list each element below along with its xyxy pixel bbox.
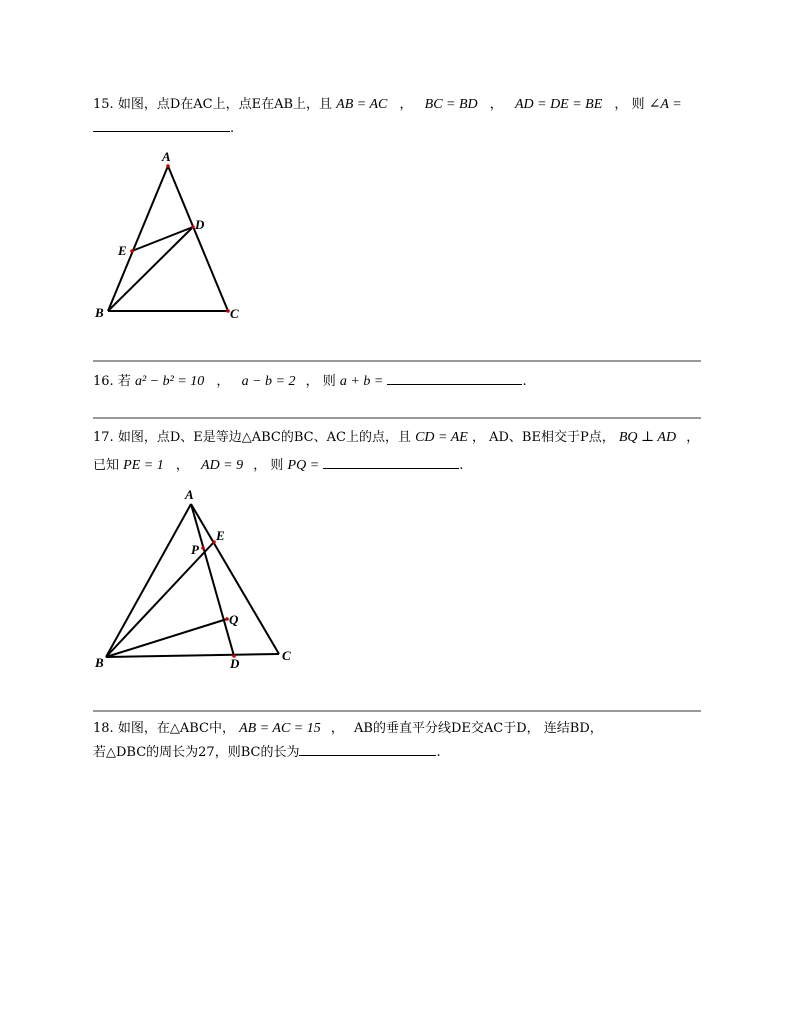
q18-intro: 如图，在△ABC中，	[117, 721, 235, 736]
q18-line1	[93, 720, 603, 738]
q17-mid: ， AD、BE相交于P点，	[471, 430, 615, 445]
q17-number: 17.	[93, 430, 114, 445]
q18-mid: AB的垂直平分线DE交AC于D， 连结BD，	[354, 721, 603, 736]
q18-eq1: AB = AC = 15	[239, 721, 321, 736]
q17-sep1: ，	[686, 430, 700, 445]
q18-answer-blank[interactable]	[299, 742, 436, 756]
q15-eq3: AD = DE = BE	[514, 97, 603, 112]
q15-sep2: ，	[489, 97, 503, 112]
q15-label-d: D	[195, 217, 205, 232]
q17-point-p	[201, 546, 205, 550]
q17-figure	[106, 504, 279, 657]
q16-number: 16.	[93, 374, 114, 389]
q18-end: .	[436, 745, 441, 760]
q17-label-e: E	[216, 528, 225, 543]
q16-then: ， 则	[305, 374, 336, 389]
q17-segment-ad	[191, 504, 234, 656]
q17-label-d: D	[230, 656, 240, 671]
q17-line2	[93, 455, 463, 475]
q17-eq1: CD = AE	[415, 430, 468, 445]
q17-ask: PQ =	[287, 458, 320, 473]
q16-intro: 若	[117, 374, 131, 389]
q17-label-p: P	[191, 542, 199, 557]
divider-1	[93, 360, 701, 362]
q15-point-a	[166, 164, 170, 168]
q18-line2-text: 若△DBC的周长为27，则BC的长为	[93, 745, 300, 760]
q17-intro: 如图，点D、E是等边△ABC的BC、AC上的点，且	[117, 430, 411, 445]
q15-label-b: B	[95, 305, 104, 320]
q17-eq2: BQ ⊥ AD	[618, 430, 677, 445]
q15-number: 15.	[93, 97, 114, 112]
q15-eq1: AB = AC	[336, 97, 388, 112]
q16-eq2: a − b = 2	[241, 374, 296, 389]
q17-label-a: A	[185, 487, 194, 502]
q17-eq4: AD = 9	[201, 458, 244, 473]
q15-segment-bd	[108, 227, 193, 311]
q18-sep: ，	[330, 721, 344, 736]
q17-then: ， 则	[253, 458, 284, 473]
q17-line1	[93, 429, 699, 447]
q17-answer-blank[interactable]	[323, 455, 459, 469]
q15-label-a: A	[162, 149, 171, 164]
q16-eq1: a² − b² = 10	[134, 374, 205, 389]
q18-line2	[93, 742, 441, 762]
q16-line	[93, 371, 527, 391]
q15-sep1: ，	[399, 97, 413, 112]
q15-end: .	[230, 121, 235, 136]
q17-label-q: Q	[229, 612, 239, 627]
q17-side-ac	[191, 504, 279, 654]
q15-point-e	[130, 249, 134, 253]
q15-intro: 如图，点D在AC上，点E在AB上，且	[117, 97, 333, 112]
divider-3	[93, 710, 701, 712]
q17-line2-intro: 已知	[93, 458, 120, 473]
q16-sep1: ，	[216, 374, 230, 389]
q15-side-ab	[108, 166, 168, 311]
q15-label-e: E	[118, 243, 127, 258]
q16-ask: a + b =	[339, 374, 384, 389]
divider-2	[93, 417, 701, 419]
q15-side-ac	[168, 166, 228, 311]
q17-side-bc	[106, 654, 279, 657]
q17-label-c: C	[282, 648, 291, 663]
q17-label-b: B	[95, 655, 104, 670]
q17-eq3: PE = 1	[123, 458, 164, 473]
q16-end: .	[522, 374, 527, 389]
q15-label-c: C	[230, 306, 239, 321]
q17-sep2: ，	[175, 458, 189, 473]
q17-end: .	[459, 458, 464, 473]
q16-answer-blank[interactable]	[387, 371, 522, 385]
q15-then: ， 则	[614, 97, 645, 112]
q15-ask: ∠A =	[648, 97, 682, 112]
q18-number: 18.	[93, 721, 114, 736]
q15-eq2: BC = BD	[424, 97, 478, 112]
q15-figure	[108, 166, 228, 311]
